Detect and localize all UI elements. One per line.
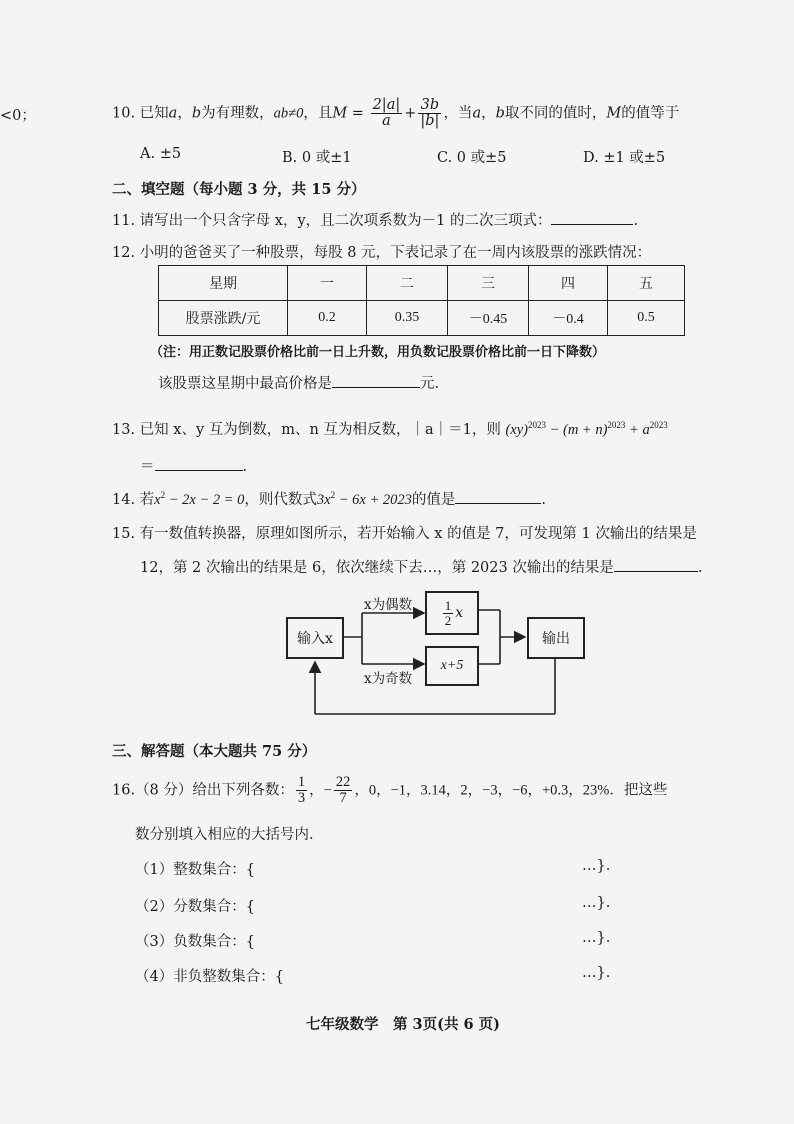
q10-option-a: A. ±5 — [140, 146, 182, 162]
negative-set-label: （3）负数集合：{ — [135, 934, 255, 950]
fraction-one-third: $\frac{1}{3}$ — [297, 774, 306, 807]
question-14: 14. 若$x^2 - 2x - 2 = 0$，则代数式$3x^2 - 6x + 2023$的值是 . — [112, 490, 546, 508]
question-11: 11. 请写出一个只含字母 x，y，且二次项系数为－1 的二次三项式： . — [112, 213, 639, 229]
q16-line-2: 数分别填入相应的大括号内. — [135, 827, 314, 843]
table-cell: 0.5 — [608, 301, 685, 336]
fraction-set-end: …}. — [582, 895, 611, 911]
table-cell: 三 — [448, 266, 529, 301]
fraction-3b-over-b: $\frac{3b}{|b|}$ — [420, 97, 440, 130]
table-cell: －0.45 — [448, 301, 529, 336]
question-10: 10. 已知a，b为有理数，ab≠0，且M = $\frac{2|a|}{a}$ + $\frac{3b}{|b|}$ ，当a，b取不同的值时，M的值等于 — [112, 97, 680, 130]
table-cell: 四 — [529, 266, 608, 301]
page-footer: 七年级数学 第 3页(共 6 页) — [306, 1016, 501, 1033]
table-cell: 股票涨跌/元 — [159, 301, 288, 336]
table-cell: －0.4 — [529, 301, 608, 336]
nonnegative-integer-set-end: …}. — [582, 965, 611, 981]
fraction-2a-over-a: $\frac{2|a|}{a}$ — [372, 97, 401, 130]
section-3-heading: 三、解答题（本大题共 75 分） — [112, 743, 317, 760]
table-cell: 0.2 — [288, 301, 367, 336]
question-15: 15. 有一数值转换器，原理如图所示，若开始输入 x 的值是 7，可发现第 1 次输出的结果是 — [112, 526, 697, 542]
plus-five-box: x+5 — [425, 646, 479, 686]
margin-remnant: <0； — [0, 108, 36, 124]
q10-option-c: C. 0 或±5 — [437, 150, 507, 166]
fraction-set-label: （2）分数集合：{ — [135, 899, 255, 915]
section-2-heading: 二、填空题（每小题 3 分，共 15 分） — [112, 181, 366, 198]
table-cell: 星期 — [159, 266, 288, 301]
integer-set-end: …}. — [582, 858, 611, 874]
table-cell: 五 — [608, 266, 685, 301]
negative-set-end: …}. — [582, 930, 611, 946]
question-12: 12. 小明的爸爸买了一种股票，每股 8 元，下表记录了在一周内该股票的涨跌情况： — [112, 245, 652, 261]
q13-answer-line: ＝ . — [140, 459, 248, 475]
q10-option-b: B. 0 或±1 — [282, 150, 352, 166]
half-x-box: $\frac{1}{2}$ x — [425, 591, 479, 635]
question-16: 16.（8 分）给出下列各数： $\frac{1}{3}$ ，− $\frac{22}{7}$ ，0，−1，3.14，2，−3，−6，+0.3，23%．把这些 — [112, 774, 668, 807]
table-cell: 二 — [367, 266, 448, 301]
fraction-one-half: $\frac{1}{2}$ — [444, 597, 452, 628]
q12-note: （注：用正数记股票价格比前一日上升数，用负数记股票价格比前一日下降数） — [150, 345, 606, 360]
table-cell: 一 — [288, 266, 367, 301]
nonnegative-integer-set-label: （4）非负整数集合：{ — [135, 969, 284, 985]
output-box: 输出 — [527, 617, 585, 659]
odd-label: x为奇数 — [364, 671, 413, 687]
even-label: x为偶数 — [364, 597, 413, 613]
table-cell: 0.35 — [367, 301, 448, 336]
integer-set-label: （1）整数集合：{ — [135, 862, 255, 878]
q12-question: 该股票这星期中最高价格是 元. — [158, 376, 440, 392]
q10-number: 10. — [112, 105, 136, 122]
question-13: 13. 已知 x、y 互为倒数，m、n 互为相反数，｜a｜＝1，则 $(xy)^{2023} - (m + n)^{2023} + a^{2023}$ — [112, 420, 668, 438]
input-box: 输入x — [286, 617, 344, 659]
q15-line-2: 12，第 2 次输出的结果是 6，依次继续下去…，第 2023 次输出的结果是 . — [140, 560, 703, 576]
q10-option-d: D. ±1 或±5 — [583, 150, 666, 166]
fraction-22-sevenths: $\frac{22}{7}$ — [335, 774, 351, 807]
